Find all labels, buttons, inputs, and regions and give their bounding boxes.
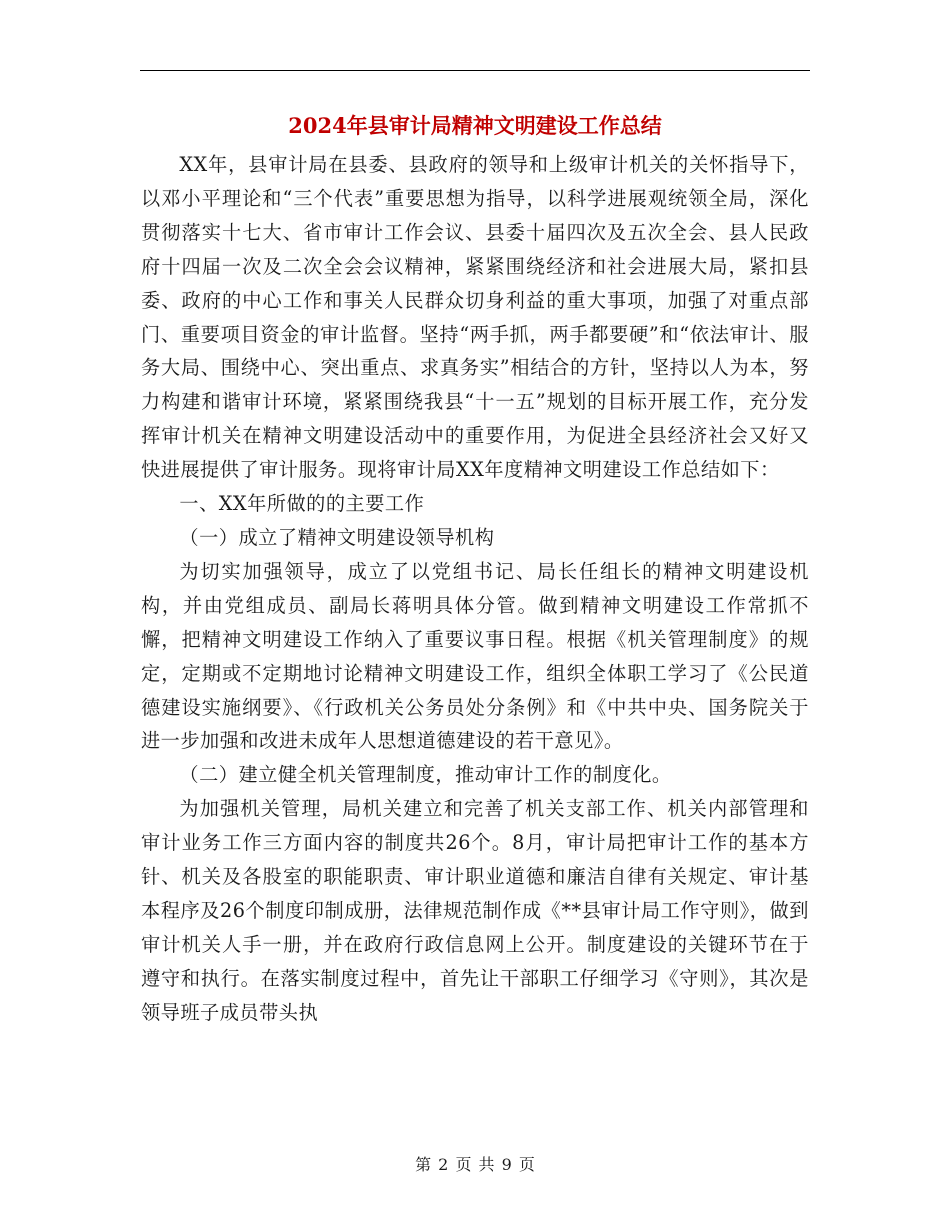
section-heading-1: 一、XX年所做的的主要工作 [179,492,425,516]
paragraph-leadership: 为切实加强领导，成立了以党组书记、局长任组长的精神文明建设机构，并由党组成员、副局长蒋明具体分管。做到精神文明建设工作常抓不懈，把精神文明建设工作纳入了重要议事日程。根据《机关管理制度》的规定，定期或不定期地讨论精神文明建设工作，组织全体职工学习了《公民道德建设实施纲要》、《行政机关公务员处分条例》和《中共中央、国务院关于进一步加强和改进未成年人思想道德建设的若干意见》。 [141,559,809,753]
header-rule [140,70,810,71]
page-footer: 第 2 页 共 9 页 [415,1155,535,1174]
subsection-heading-1: （一）成立了精神文明建设领导机构 [179,525,495,549]
document-title: 2024年县审计局精神文明建设工作总结 [288,113,662,138]
paragraph-intro: XX年，县审计局在县委、县政府的领导和上级审计机关的关怀指导下，以邓小平理论和“三个代表”重要思想为指导，以科学进展观统领全局，深化贯彻落实十七大、省市审计工作会议、县委十届四次及五次全会、县人民政府十四届一次及二次全会会议精神，紧紧围绕经济和社会进展大局，紧扣县委、政府的中心工作和事关人民群众切身利益的重大事项，加强了对重点部门、重要项目资金的审计监督。坚持“两手抓，两手都要硬”和“依法审计、服务大局、围绕中心、突出重点、求真务实”相结合的方针，坚持以人为本，努力构建和谐审计环境，紧紧围绕我县“十一五”规划的目标开展工作，充分发挥审计机关在精神文明建设活动中的重要作用，为促进全县经济社会又好又快进展提供了审计服务。现将审计局XX年度精神文明建设工作总结如下： [141,153,809,482]
document-body [141,148,809,1030]
paragraph-management: 为加强机关管理，局机关建立和完善了机关支部工作、机关内部管理和审计业务工作三方面内容的制度共26个。8月，审计局把审计工作的基本方针、机关及各股室的职能职责、审计职业道德和廉洁自律有关规定、审计基本程序及26个制度印制成册，法律规范制作成《**县审计局工作守则》，做到审计机关人手一册，并在政府行政信息网上公开。制度建设的关键环节在于遵守和执行。在落实制度过程中，首先让干部职工仔细学习《守则》，其次是领导班子成员带头执 [141,797,809,1024]
subsection-heading-2: （二）建立健全机关管理制度，推动审计工作的制度化。 [179,763,672,787]
